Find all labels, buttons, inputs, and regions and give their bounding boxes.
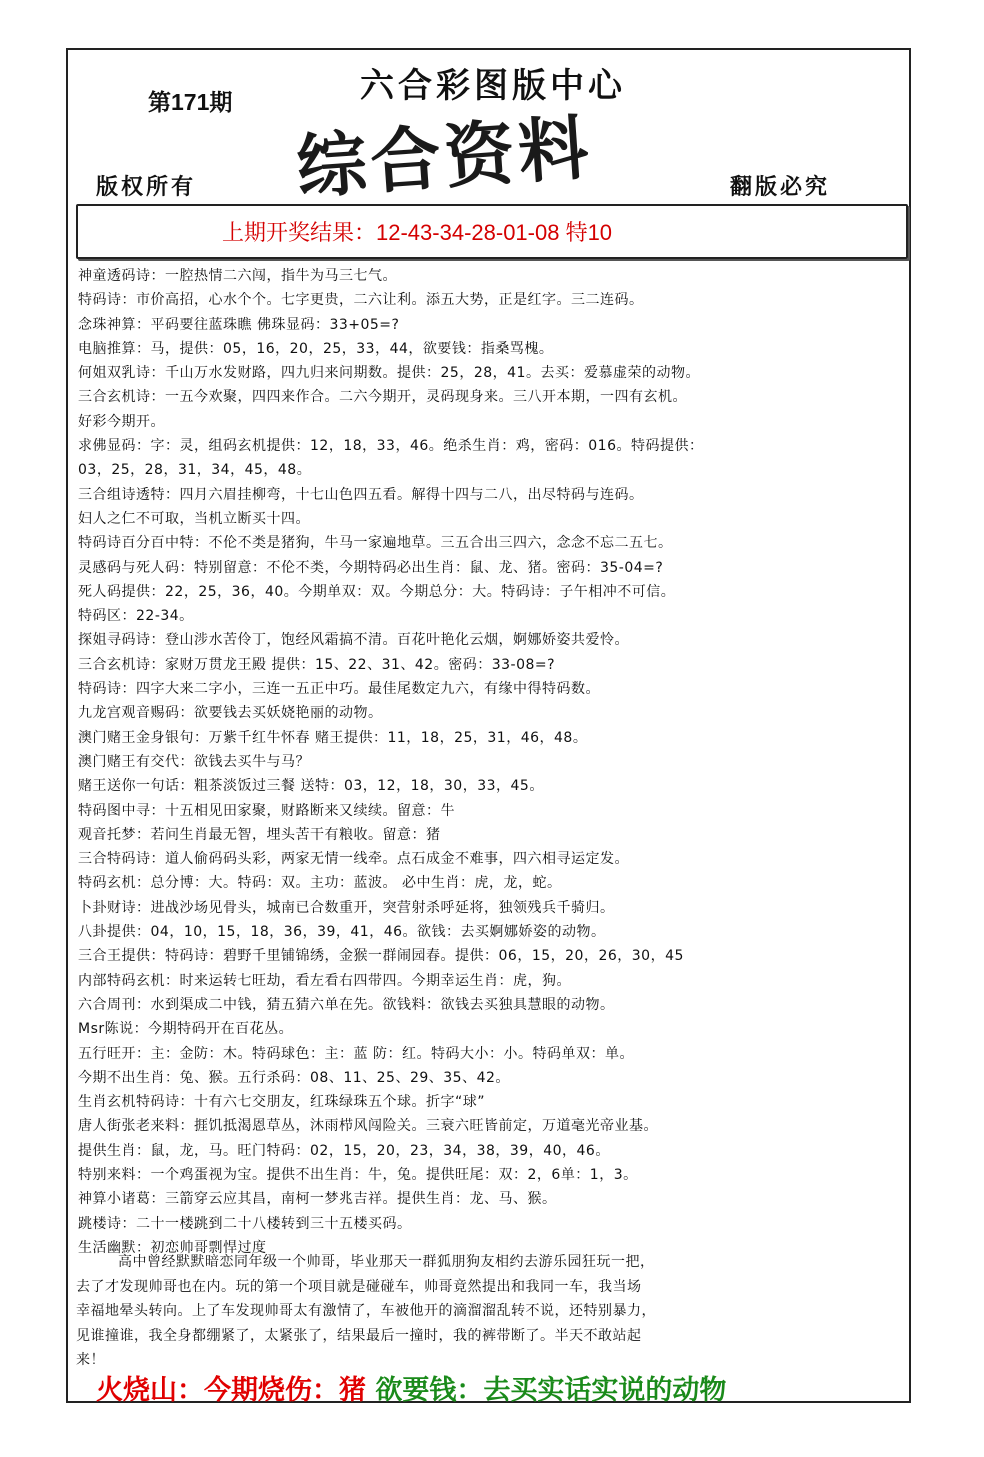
center-title: 六合彩图版中心	[360, 66, 626, 106]
tip-line: 三合特码诗：道人偷码码头彩，两家无情一线牵。点石成金不难事，四六相寻运定发。	[78, 851, 629, 868]
piracy-notice: 翻版必究	[730, 174, 831, 200]
tip-line: 赌王送你一句话：粗茶淡饭过三餐 送特：03，12，18，30，33，45。	[78, 778, 544, 795]
tip-line: 03，25，28，31，34，45，48。	[78, 462, 312, 479]
tip-line: 八卦提供：04，10，15，18，36，39，41，46。欲钱：去买婀娜娇姿的动物。	[78, 924, 606, 941]
story-line: 高中曾经默默暗恋同年级一个帅哥，毕业那天一群狐朋狗友相约去游乐园狂玩一把，	[118, 1254, 655, 1270]
tip-line: 念珠神算：平码要往蓝珠瞧 佛珠显码：33+05=?	[78, 316, 400, 333]
tip-line: 观音托梦：若问生肖最无智，埋头苦干有粮收。留意：猪	[78, 826, 441, 843]
tip-line: Msr陈说：今期特码开在百花丛。	[78, 1021, 294, 1038]
tip-line: 六合周刊：水到渠成二中钱，猜五猜六单在先。欲钱料：欲钱去买独具慧眼的动物。	[78, 996, 615, 1013]
tip-line: 五行旺开：主：金防：木。特码球色：主：蓝 防：红。特码大小：小。特码单双：单。	[78, 1045, 634, 1062]
tip-line: 跳楼诗：二十一楼跳到二十八楼转到三十五楼买码。	[78, 1215, 412, 1232]
tip-line: 好彩今期开。	[78, 413, 165, 430]
tip-line: 灵感码与死人码：特别留意：不伦不类，今期特码必出生肖：鼠、龙、猪。密码：35-04=?	[78, 559, 664, 576]
tip-line: 内部特码玄机：时来运转七旺劫，看左看右四带四。今期幸运生肖：虎，狗。	[78, 972, 571, 989]
story-line: 去了才发现帅哥也在内。玩的第一个项目就是碰碰车，帅哥竟然提出和我同一车，我当场	[76, 1278, 642, 1295]
tips-list	[78, 264, 908, 1260]
tip-line: 特码玄机：总分博：大。特码：双。主功：蓝波。 必中生肖：虎，龙，蛇。	[78, 875, 562, 892]
tip-line: 三合王提供：特码诗：碧野千里铺锦绣，金猴一群闹园春。提供：06，15，20，26，30，45	[78, 948, 684, 965]
tip-line: 九龙宫观音赐码：欲要钱去买妖娆艳丽的动物。	[78, 705, 383, 722]
tip-line: 特码区：22-34。	[78, 608, 194, 625]
tip-line: 神童透码诗：一腔热情二六闯，指牛为马三七气。	[78, 268, 397, 284]
tip-line: 澳门赌王金身银句：万紫千红牛怀春 赌王提供：11，18，25，31，46，48。	[78, 729, 588, 746]
last-draw-result: 上期开奖结果：12-43-34-28-01-08 特10	[222, 220, 613, 245]
issue-number: 第171期	[148, 89, 233, 115]
tip-line: 何姐双乳诗：千山万水发财路，四九归来问期数。提供：25，28，41。去买：爱慕虚荣的动物。	[78, 365, 700, 382]
footer-banner	[96, 1368, 726, 1407]
tip-line: 妇人之仁不可取，当机立断买十四。	[78, 510, 310, 527]
tip-line: 提供生肖：鼠，龙，马。旺门特码：02，15，20，23，34，38，39，40，46。	[78, 1142, 610, 1159]
footer-green-text: 欲要钱：去买实话实说的动物	[375, 1375, 727, 1406]
story-line: 来！	[76, 1352, 105, 1368]
tip-line: 探姐寻码诗：登山涉水苦伶丁，饱经风霜搞不清。百花叶艳化云烟，婀娜娇姿共爱怜。	[78, 632, 629, 649]
tip-line: 特码诗百分百中特：不伦不类是猪狗，牛马一家遍地草。三五合出三四六，念念不忘二五七。	[78, 535, 673, 552]
humor-story	[76, 1250, 906, 1373]
tip-line: 神算小诸葛：三箭穿云应其昌，南柯一梦兆吉祥。提供生肖：龙、马、猴。	[78, 1191, 557, 1208]
tip-line: 三合组诗透特：四月六眉挂柳弯，十七山色四五看。解得十四与二八，出尽特码与连码。	[78, 486, 644, 503]
copyright-text: 版权所有	[96, 174, 197, 200]
tip-line: 特码诗：四字大来二字小，三连一五正中巧。最佳尾数定九六，有缘中得特码数。	[78, 681, 600, 698]
story-line: 幸福地晕头转向。上了车发现帅哥太有激情了，车被他开的滴溜溜乱转不说，还特别暴力，	[76, 1303, 656, 1319]
footer-red-text: 火烧山：今期烧伤：猪	[96, 1375, 366, 1406]
tip-line: 生肖玄机特码诗：十有六七交朋友，红珠绿珠五个球。折字“球”	[78, 1094, 486, 1111]
tip-line: 特码诗：市价高招，心水个个。七字更贵，二六让利。添五大势，正是红字。三二连码。	[78, 292, 644, 309]
tip-line: 求佛显码：字：灵，组码玄机提供：12，18，33，46。绝杀生肖：鸡，密码：016。特码提供：	[78, 438, 704, 455]
tip-line: 澳门赌王有交代：欲钱去买牛与马？	[78, 753, 310, 770]
tip-line: 卜卦财诗：进战沙场见骨头，城南已合数重开，突营射杀呼延将，独领残兵千骑归。	[78, 899, 615, 916]
main-title: 综合资料	[293, 105, 595, 210]
tip-line: 特别来料：一个鸡蛋视为宝。提供不出生肖：牛，兔。提供旺尾：双：2，6单：1，3。	[78, 1166, 638, 1183]
tip-line: 特码图中寻：十五相见田家聚，财路断来又续续。留意：牛	[78, 802, 455, 819]
tip-line: 今期不出生肖：兔、猴。五行杀码：08、11、25、29、35、42。	[78, 1069, 510, 1086]
tip-line: 三合玄机诗：家财万贯龙王殿 提供：15、22、31、42。密码：33-08=?	[78, 656, 556, 673]
tip-line: 唐人街张老来料：捱饥抵渴恩草丛，沐雨栉风闯险关。三衰六旺皆前定，万道毫光帝业基。	[78, 1118, 658, 1135]
story-line: 见谁撞谁，我全身都绷紧了，太紧张了，结果最后一撞时，我的裤带断了。半天不敢站起	[76, 1327, 642, 1344]
tip-line: 电脑推算：马，提供：05，16，20，25，33，44，欲要钱：指桑骂槐。	[78, 340, 554, 357]
tip-line: 三合玄机诗：一五今欢聚，四四来作合。二六今期开，灵码现身来。三八开本期，一四有玄机。	[78, 389, 687, 406]
tip-line: 死人码提供：22，25，36，40。今期单双：双。今期总分：大。特码诗：子午相冲不可信。	[78, 583, 676, 600]
tip-line: 生活幽默：初恋帅哥剽悍过度	[78, 1239, 267, 1256]
